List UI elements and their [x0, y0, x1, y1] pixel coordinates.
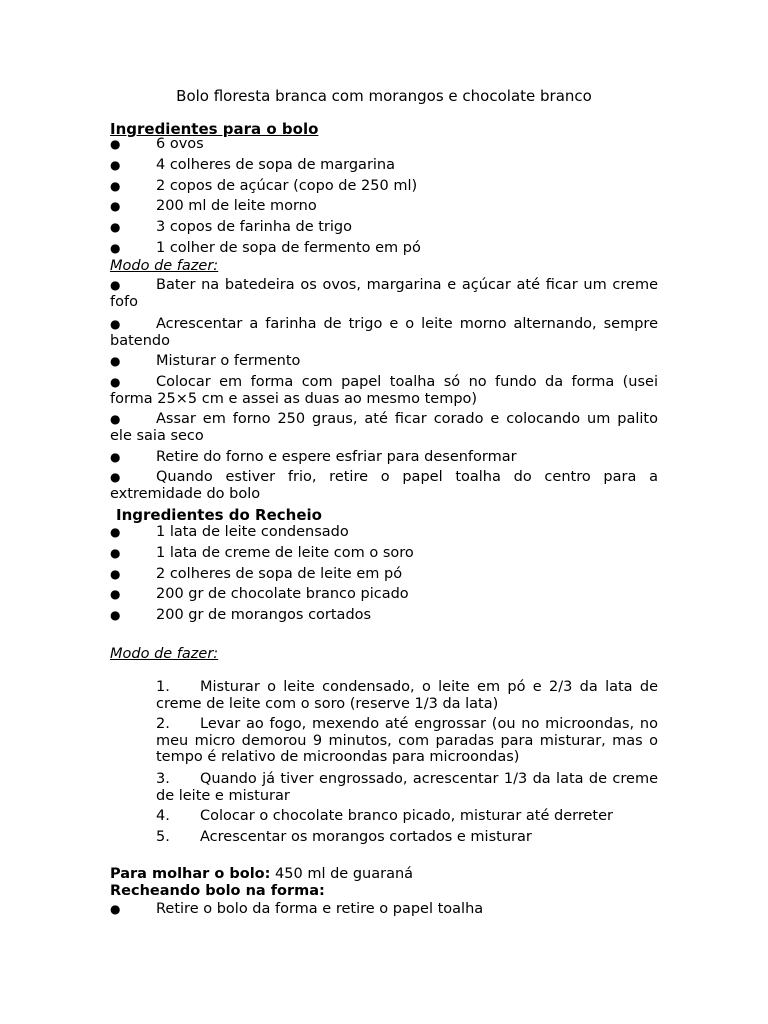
bullet-icon: ●: [110, 525, 121, 539]
assembly-heading-line: [110, 882, 325, 900]
bullet-icon: ●: [110, 199, 121, 213]
list-item: ● Assar em forno 250 graus, até ficar corado e colocando um palito ele saia seco: [110, 411, 658, 444]
filling-method-heading: Modo de fazer:: [110, 646, 219, 662]
bullet-icon: ●: [110, 278, 121, 292]
list-item: ● Quando estiver frio, retire o papel toalha do centro para a extremidade do bolo: [110, 469, 658, 502]
bullet-icon: ●: [110, 470, 121, 484]
bullet-icon: ●: [110, 137, 121, 151]
list-item: ● 1 colher de sopa de fermento em pó: [110, 240, 421, 256]
list-item: ● 200 ml de leite morno: [110, 198, 317, 214]
list-item: 5. Acrescentar os morangos cortados e misturar: [156, 829, 532, 845]
list-item: ● 1 lata de creme de leite com o soro: [110, 545, 414, 561]
list-item: 1. Misturar o leite condensado, o leite em pó e 2/3 da lata de creme de leite com o soro (reserve 1/3 da lata): [156, 679, 658, 712]
list-item: ● 6 ovos: [110, 136, 204, 152]
bullet-icon: ●: [110, 317, 121, 331]
list-item: ● Acrescentar a farinha de trigo e o leite morno alternando, sempre batendo: [110, 316, 658, 349]
bullet-icon: ●: [110, 179, 121, 193]
bullet-icon: ●: [110, 220, 121, 234]
list-item: ● 2 colheres de sopa de leite em pó: [110, 566, 403, 582]
page-title: Bolo floresta branca com morangos e chocolate branco: [176, 87, 592, 105]
soak-value: 450 ml de guaraná: [275, 866, 414, 882]
assembly-heading: Recheando bolo na forma:: [110, 883, 325, 899]
bullet-icon: ●: [110, 354, 121, 368]
list-item: ● Misturar o fermento: [110, 353, 301, 369]
bullet-icon: ●: [110, 608, 121, 622]
ingredients-heading: Ingredientes para o bolo: [110, 120, 319, 138]
list-item: 3. Quando já tiver engrossado, acrescentar 1/3 da lata de creme de leite e misturar: [156, 771, 658, 804]
list-item: ● 200 gr de morangos cortados: [110, 607, 372, 623]
bullet-icon: ●: [110, 902, 121, 916]
bullet-icon: ●: [110, 375, 121, 389]
list-item: ● 3 copos de farinha de trigo: [110, 219, 352, 235]
list-item: ● 2 copos de açúcar (copo de 250 ml): [110, 178, 418, 194]
bullet-icon: ●: [110, 241, 121, 255]
list-item: 4. Colocar o chocolate branco picado, misturar até derreter: [156, 808, 613, 824]
bullet-icon: ●: [110, 546, 121, 560]
bullet-icon: ●: [110, 587, 121, 601]
bullet-icon: ●: [110, 412, 121, 426]
bullet-icon: ●: [110, 450, 121, 464]
list-item: ● 200 gr de chocolate branco picado: [110, 586, 409, 602]
list-item: ● 4 colheres de sopa de margarina: [110, 157, 396, 173]
method-heading: Modo de fazer:: [110, 258, 219, 274]
list-item: ● Retire o bolo da forma e retire o papel toalha: [110, 901, 484, 917]
list-item: ● Colocar em forma com papel toalha só no fundo da forma (usei forma 25×5 cm e assei as duas ao mesmo tempo): [110, 374, 658, 407]
filling-heading: Ingredientes do Recheio: [116, 506, 322, 524]
soak-label: Para molhar o bolo:: [110, 866, 271, 882]
list-item: ● 1 lata de leite condensado: [110, 524, 349, 540]
soak-line: [110, 865, 413, 883]
list-item: ● Bater na batedeira os ovos, margarina e açúcar até ficar um creme fofo: [110, 277, 658, 310]
bullet-icon: ●: [110, 158, 121, 172]
bullet-icon: ●: [110, 567, 121, 581]
list-item: 2. Levar ao fogo, mexendo até engrossar (ou no microondas, no meu micro demorou 9 minutos, com paradas para misturar, mas o tempo é relativo de microondas para microondas): [156, 716, 658, 765]
list-item: ● Retire do forno e espere esfriar para desenformar: [110, 449, 517, 465]
